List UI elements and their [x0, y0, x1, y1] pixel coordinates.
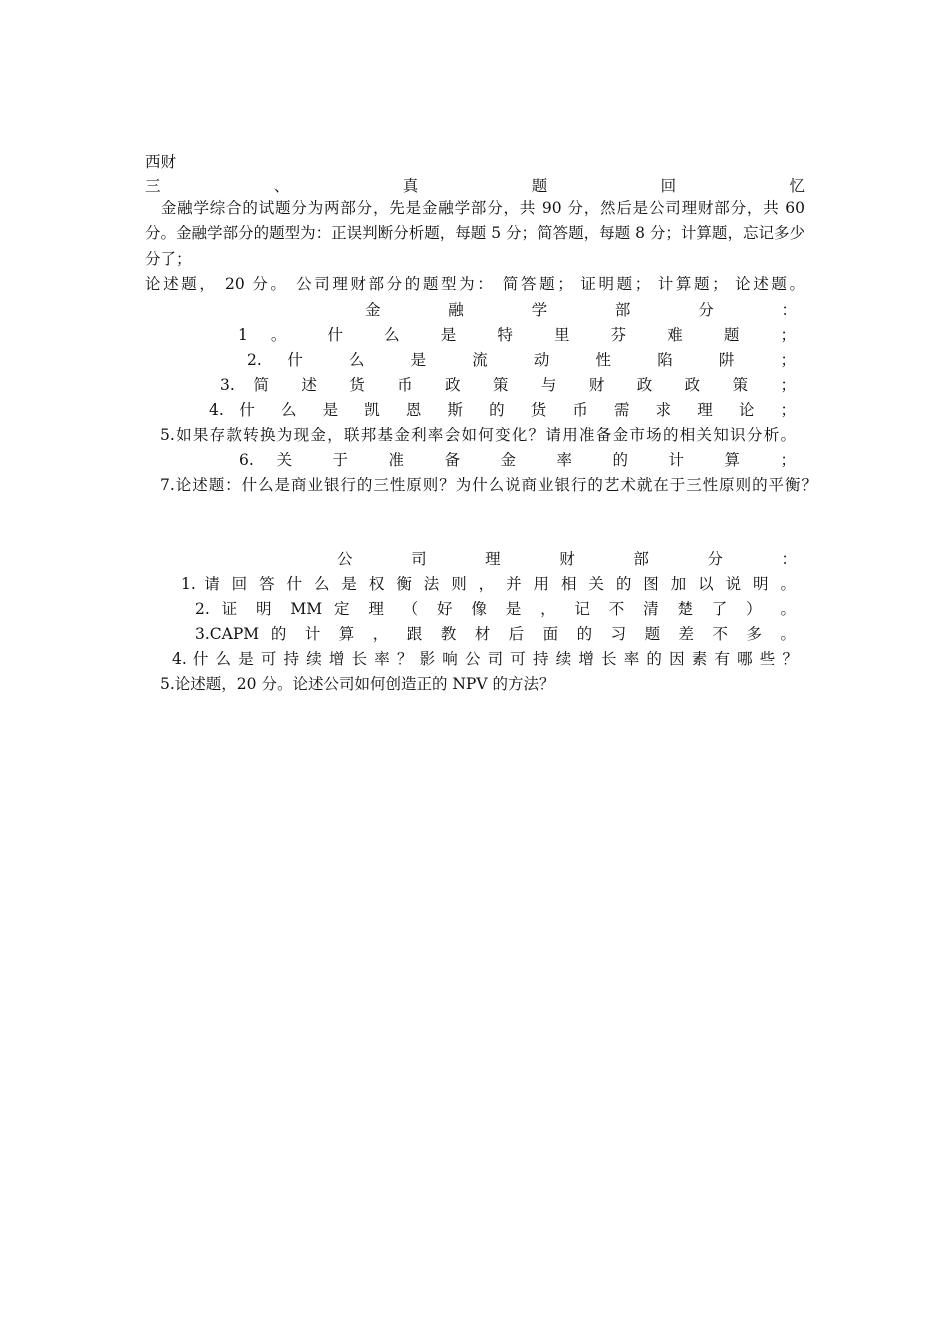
section-heading: 三、真题回忆 — [145, 177, 805, 195]
finance-question-7: 7.论述题：什么是商业银行的三性原则？为什么说商业银行的艺术就在于三性原则的平衡？ — [160, 476, 817, 494]
corporate-heading: 公司理财部分： — [337, 550, 797, 568]
finance-question-3: 3. 简 述 货 币 政 策 与 财 政 政 策 ； — [220, 376, 796, 394]
corporate-question-4: 4. 什 么 是 可 持 续 增 长 率 ？ 影 响 公 司 可 持 续 增 长 率 的 因 素 有 哪 些 ？ — [172, 650, 798, 668]
finance-question-6: 6. 关 于 准 备 金 率 的 计 算 ； — [239, 451, 796, 469]
finance-question-4: 4. 什 么 是 凯 恩 斯 的 货 币 需 求 理 论 ； — [209, 401, 796, 419]
document-title: 西财 — [145, 153, 177, 171]
finance-heading: 金融学部分： — [365, 301, 797, 319]
finance-question-1: 1 。 什 么 是 特 里 芬 难 题 ； — [238, 326, 796, 344]
corporate-question-3: 3.CAPM 的 计 算 ， 跟 教 材 后 面 的 习 题 差 不 多 。 — [195, 625, 796, 643]
intro-line-2: 论述题， 20 分。 公司理财部分的题型为： 简答题； 证明题； 计算题； 论述题。 — [145, 274, 805, 293]
corporate-question-5: 5.论述题，20 分。论述公司如何创造正的 NPV 的方法？ — [160, 675, 555, 693]
corporate-question-2: 2. 证 明 MM 定 理 （ 好 像 是 ， 记 不 清 楚 了 ） 。 — [195, 600, 796, 618]
corporate-question-1: 1. 请 回 答 什 么 是 权 衡 法 则 ， 并 用 相 关 的 图 加 以 说 明 。 — [181, 575, 796, 593]
intro-line-1: 金融学综合的试题分为两部分，先是金融学部分，共 90 分，然后是公司理财部分，共 60 分。金融学部分的题型为：正误判断分析题，每题 5 分；简答题，每题 8 分；计算题，忘记多少分了； — [145, 199, 805, 268]
finance-question-2: 2. 什 么 是 流 动 性 陷 阱 ； — [247, 351, 796, 369]
intro-paragraph — [145, 196, 805, 297]
finance-question-5: 5.如果存款转换为现金，联邦基金利率会如何变化？请用准备金市场的相关知识分析。 — [160, 426, 796, 444]
